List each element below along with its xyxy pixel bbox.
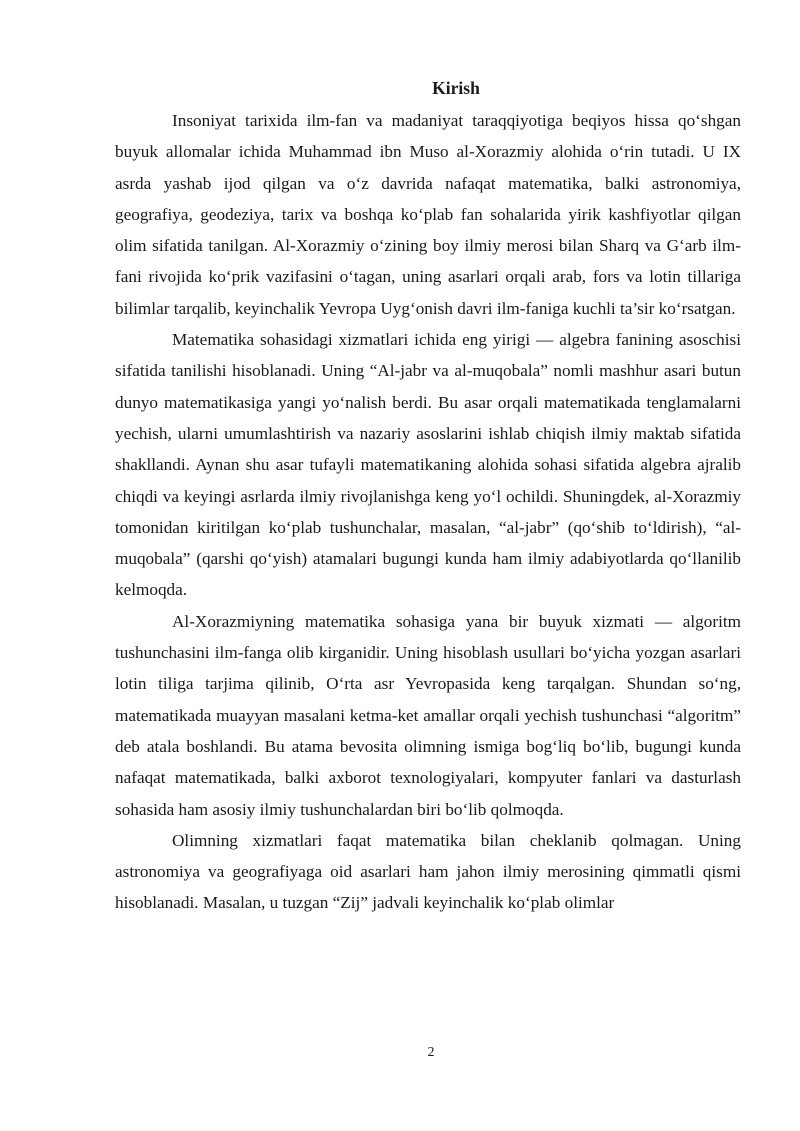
paragraph-1: Insoniyat tarixida ilm-fan va madaniyat taraqqiyotiga beqiyos hissa qo‘shgan buyuk allomalar ichida Muhammad ibn Muso al-Xorazmiy alohida o‘rin tutadi. U IX asrda yashab ijod qilgan va o‘z davrida nafaqat matematika, balki astronomiya, geografiya, geodeziya, tarix va boshqa ko‘plab fan sohalarida yirik kashfiyotlar qilgan olim sifatida tanilgan. Al-Xorazmiy o‘zining boy ilmiy merosi bilan Sharq va G‘arb ilm-fani rivojida ko‘prik vazifasini o‘tagan, uning asarlari orqali arab, fors va lotin tillariga bilimlar tarqalib, keyinchalik Yevropa Uyg‘onish davri ilm-faniga kuchli ta’sir ko‘rsatgan. bbox=[115, 111, 741, 318]
paragraph-2: Matematika sohasidagi xizmatlari ichida eng yirigi — algebra fanining asoschisi sifatida tanilishi hisoblanadi. Uning “Al-jabr va al-muqobala” nomli mashhur asari butun dunyo matematikasiga yangi yo‘nalish berdi. Bu asar orqali matematikada tenglamalarni yechish, ularni umumlashtirish va nazariy asoslarini ishlab chiqish ilmiy maktab sifatida shakllandi. Aynan shu asar tufayli matematikaning alohida sohasi sifatida algebra ajralib chiqdi va keyingi asrlarda ilmiy rivojlanishga keng yo‘l ochildi. Shuningdek, al-Xorazmiy tomonidan kiritilgan ko‘plab tushunchalar, masalan, “al-jabr” (qo‘shib to‘ldirish), “al-muqobala” (qarshi qo‘yish) atamalari bugungi kunda ham ilmiy adabiyotlarda qo‘llanilib kelmoqda. bbox=[115, 330, 741, 600]
page-number: 2 bbox=[427, 1045, 435, 1060]
body-text bbox=[115, 105, 741, 919]
paragraph-4: Olimning xizmatlari faqat matematika bilan cheklanib qolmagan. Uning astronomiya va geografiyaga oid asarlari ham jahon ilmiy merosining qimmatli qismi hisoblanadi. Masalan, u tuzgan “Zij” jadvali keyinchalik ko‘plab olimlar bbox=[115, 830, 741, 913]
paragraph-3: Al-Xorazmiyning matematika sohasiga yana bir buyuk xizmati — algoritm tushunchasini ilm-fanga olib kirganidir. Uning hisoblash usullari bo‘yicha yozgan asarlari lotin tiliga tarjima qilinib, O‘rta asr Yevropasida keng tarqalgan. Shundan so‘ng, matematikada muayyan masalani ketma-ket amallar orqali yechish tushunchasi “algoritm” deb atala boshlandi. Bu atama bevosita olimning ismiga bog‘liq bo‘lib, bugungi kunda nafaqat matematikada, balki axborot texnologiyalari, kompyuter fanlari va dasturlash sohasida ham asosiy ilmiy tushunchalardan biri bo‘lib qolmoqda. bbox=[115, 611, 741, 819]
section-title: Kirish bbox=[432, 78, 480, 98]
